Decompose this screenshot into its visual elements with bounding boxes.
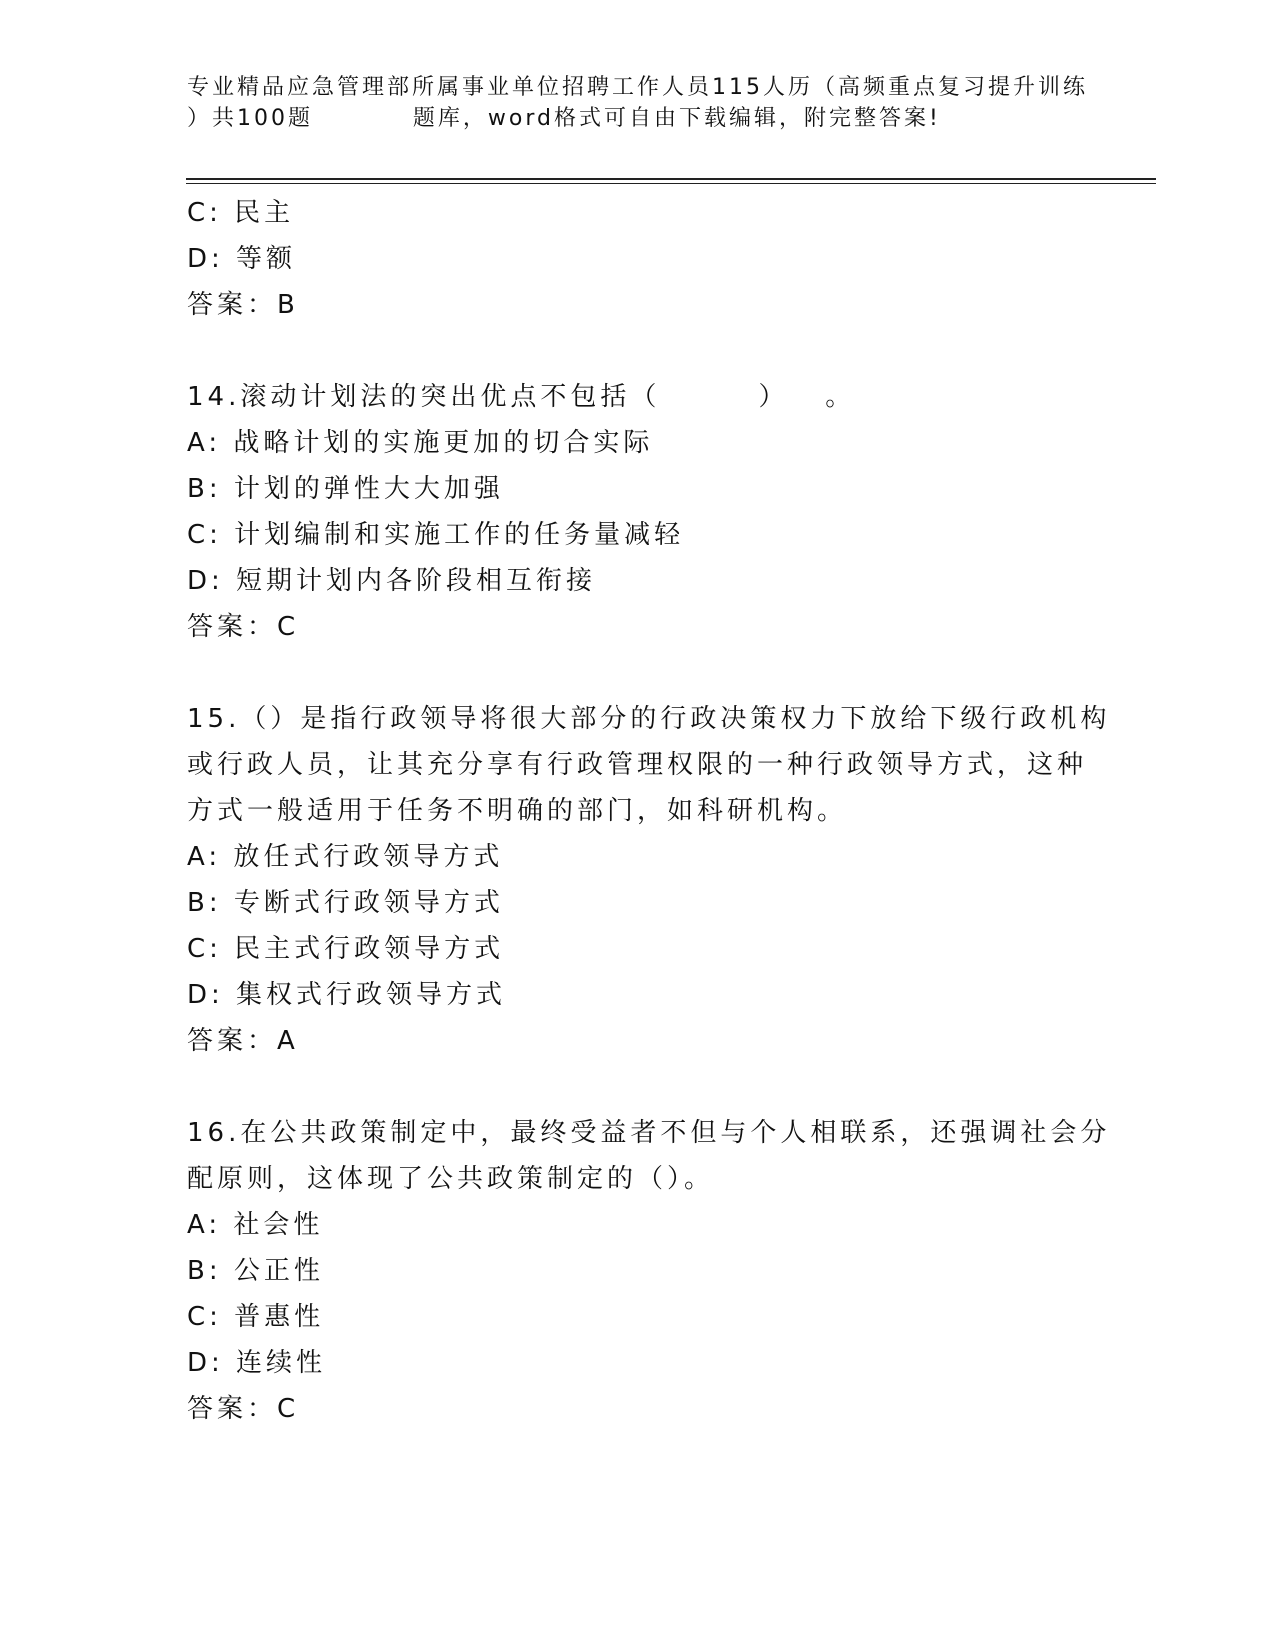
question-13-continued — [187, 190, 1087, 328]
question-stem-line-2: 或行政人员，让其充分享有行政管理权限的一种行政领导方式，这种 — [187, 750, 1088, 780]
option-d: D: 短期计划内各阶段相互衔接 — [187, 566, 597, 596]
option-a: A: 战略计划的实施更加的切合实际 — [187, 428, 654, 458]
question-15 — [187, 696, 1111, 1064]
option-c: C: 民主式行政领导方式 — [187, 934, 505, 964]
option-c: C: 民主 — [187, 198, 295, 228]
question-stem-line-1: 15.（）是指行政领导将很大部分的行政决策权力下放给下级行政机构 — [187, 704, 1111, 734]
question-14 — [187, 374, 1087, 650]
question-16 — [187, 1110, 1111, 1432]
header-title-line-1: 专业精品应急管理部所属事业单位招聘工作人员115人历（高频重点复习提升训练 — [187, 75, 1088, 100]
question-stem-line-3: 方式一般适用于任务不明确的部门，如科研机构。 — [187, 796, 848, 826]
answer: 答案：B — [187, 290, 299, 320]
option-d: D: 等额 — [187, 244, 297, 274]
option-b: B: 专断式行政领导方式 — [187, 888, 504, 918]
question-stem: 14.滚动计划法的突出优点不包括（ ） 。 — [187, 382, 856, 412]
header-divider-thin — [186, 183, 1156, 184]
header-divider — [186, 178, 1156, 180]
answer: 答案：A — [187, 1026, 299, 1056]
option-a: A: 社会性 — [187, 1210, 324, 1240]
option-c: C: 普惠性 — [187, 1302, 325, 1332]
option-d: D: 连续性 — [187, 1348, 327, 1378]
header-title-line-2: ）共100题 题库，word格式可自由下载编辑，附完整答案! — [187, 106, 941, 131]
option-b: B: 计划的弹性大大加强 — [187, 474, 504, 504]
question-stem-line-2: 配原则，这体现了公共政策制定的（）。 — [187, 1164, 715, 1194]
answer: 答案：C — [187, 1394, 300, 1424]
option-a: A: 放任式行政领导方式 — [187, 842, 504, 872]
option-d: D: 集权式行政领导方式 — [187, 980, 507, 1010]
question-stem-line-1: 16.在公共政策制定中，最终受益者不但与个人相联系，还强调社会分 — [187, 1118, 1111, 1148]
question-list — [187, 190, 1111, 1478]
option-c: C: 计划编制和实施工作的任务量减轻 — [187, 520, 685, 550]
answer: 答案：C — [187, 612, 300, 642]
option-b: B: 公正性 — [187, 1256, 324, 1286]
